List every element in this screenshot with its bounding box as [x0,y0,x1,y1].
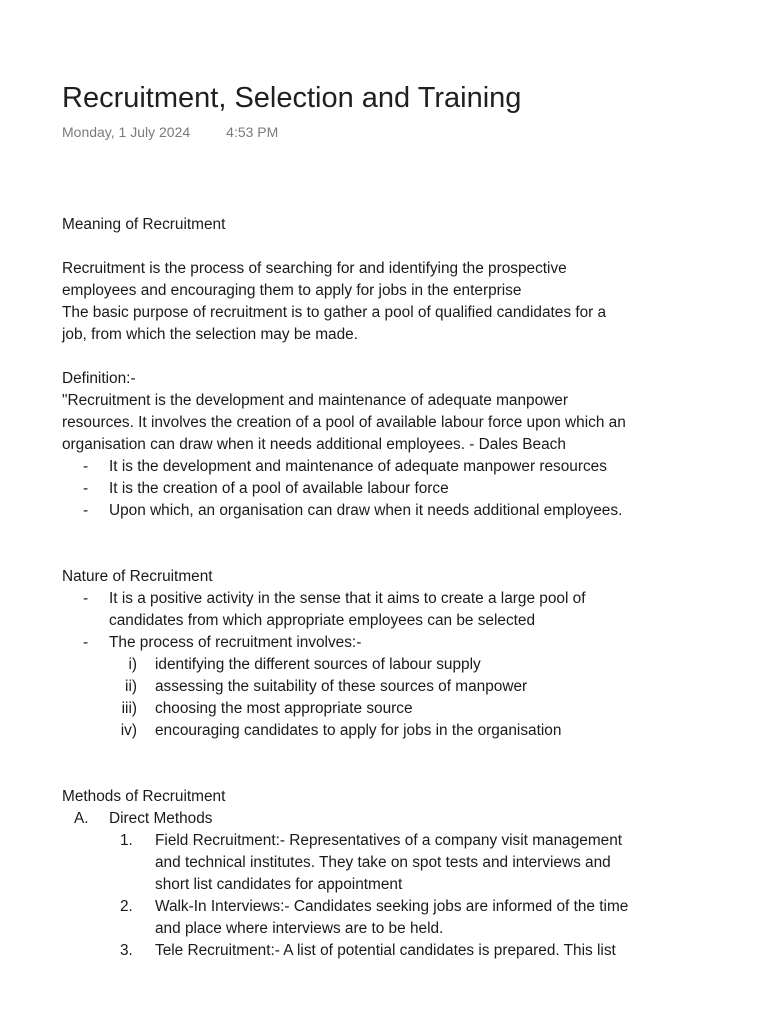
page-title[interactable]: Recruitment, Selection and Training [62,82,522,114]
list-item [62,500,710,522]
dash-bullet: - [83,480,89,497]
process-steps-list [62,654,710,742]
list-item-text: encouraging candidates to apply for jobs in the organisation [155,722,562,739]
paragraph-line: employees and encouraging them to apply for jobs in the enterprise [62,282,522,299]
list-item [62,940,710,962]
list-item [62,720,710,742]
roman-marker: ii) [125,678,137,695]
definition-line: "Recruitment is the development and maintenance of adequate manpower [62,392,568,409]
dash-bullet: - [83,634,89,651]
list-item-text: candidates from which appropriate employees can be selected [109,612,536,629]
number-marker: 3. [120,942,133,959]
list-item [62,478,710,500]
list-item-text: short list candidates for appointment [155,876,403,893]
methods-list [62,808,710,830]
section-heading-definition: Definition:- [62,370,136,387]
list-item-text: choosing the most appropriate source [155,700,413,717]
list-item [62,896,710,940]
nature-points-list [62,588,710,654]
list-item-text: Walk-In Interviews:- Candidates seeking jobs are informed of the time [155,898,629,915]
roman-marker: iii) [121,700,137,717]
paragraph-line: Recruitment is the process of searching for and identifying the prospective [62,260,567,277]
dash-bullet: - [83,590,89,607]
list-item-text: It is a positive activity in the sense that it aims to create a large pool of [109,590,586,607]
list-item [62,808,710,830]
number-marker: 2. [120,898,133,915]
list-item [62,698,710,720]
list-item-text: Field Recruitment:- Representatives of a company visit management [155,832,623,849]
list-item [62,456,710,478]
definition-line: resources. It involves the creation of a pool of available labour force upon which an [62,414,626,431]
section-heading-meaning: Meaning of Recruitment [62,216,226,233]
definition-line: organisation can draw when it needs additional employees. - Dales Beach [62,436,566,453]
dash-bullet: - [83,502,89,519]
list-item-text: and place where interviews are to be held. [155,920,444,937]
section-heading-nature: Nature of Recruitment [62,568,213,585]
list-item-text: and technical institutes. They take on spot tests and interviews and [155,854,611,871]
list-item [62,632,710,654]
list-item-text: Tele Recruitment:- A list of potential candidates is prepared. This list [155,942,616,959]
list-item [62,588,710,632]
definition-points-list [62,456,710,522]
list-item [62,654,710,676]
section-heading-methods: Methods of Recruitment [62,788,226,805]
list-item-text: assessing the suitability of these sources of manpower [155,678,528,695]
list-item-text: The process of recruitment involves:- [109,634,362,651]
paragraph-line: The basic purpose of recruitment is to gather a pool of qualified candidates for a [62,304,607,321]
paragraph-line: job, from which the selection may be made. [62,326,358,343]
list-item-text: It is the creation of a pool of available labour force [109,480,449,497]
list-item [62,830,710,896]
roman-marker: iv) [120,722,137,739]
list-item-text: It is the development and maintenance of adequate manpower resources [109,458,607,475]
note-timestamp [62,122,278,142]
direct-methods-list [62,830,710,962]
note-time: 4:53 PM [226,124,279,140]
list-item-text: Direct Methods [109,810,213,827]
alpha-marker: A. [74,810,89,827]
dash-bullet: - [83,458,89,475]
list-item-text: identifying the different sources of labour supply [155,656,481,673]
note-date: Monday, 1 July 2024 [62,124,191,140]
list-item-text: Upon which, an organisation can draw when it needs additional employees. [109,502,623,519]
list-item [62,676,710,698]
note-body[interactable] [62,214,710,962]
number-marker: 1. [120,832,133,849]
roman-marker: i) [128,656,137,673]
